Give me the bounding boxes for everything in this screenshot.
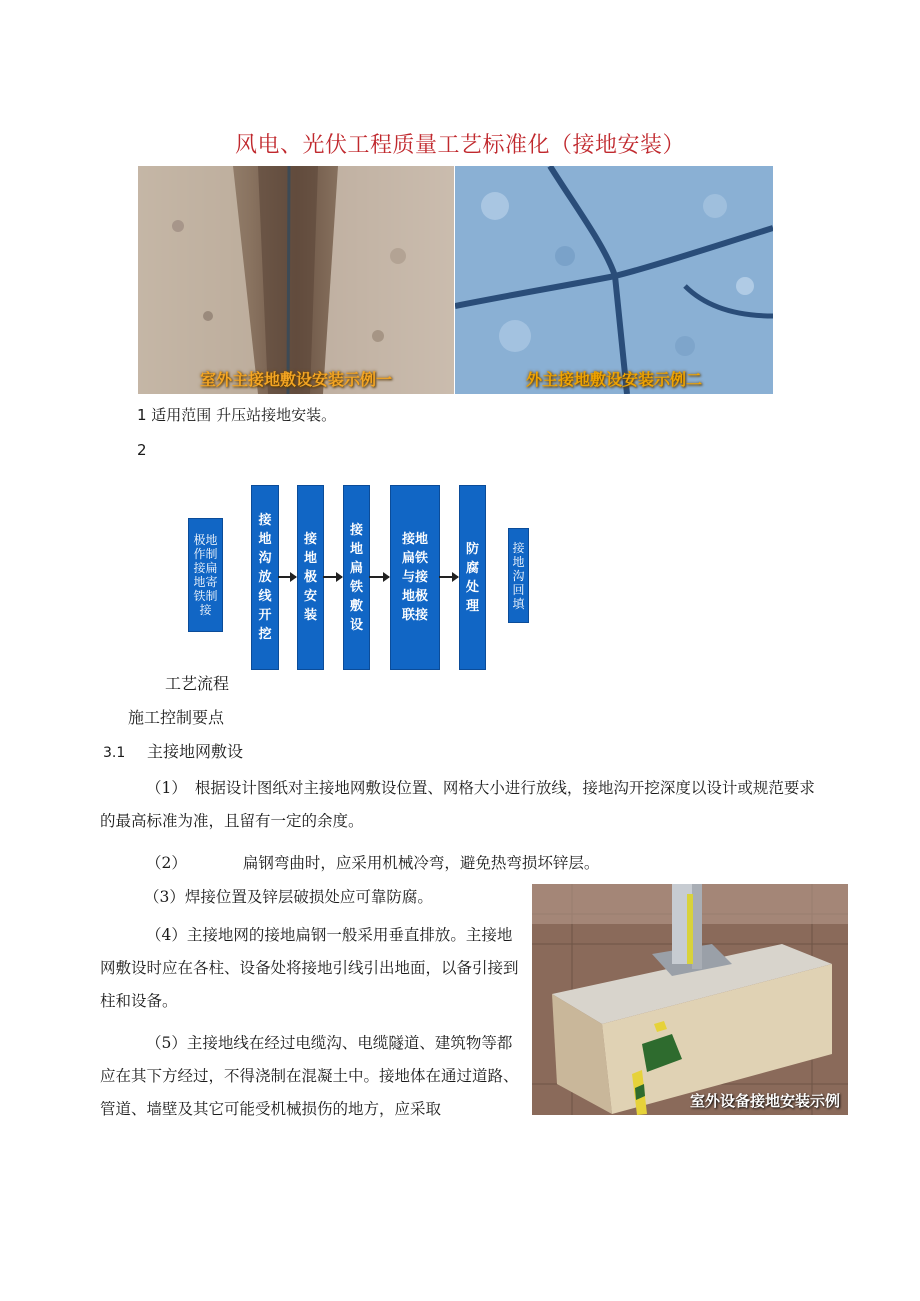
flow-arrow-3 <box>369 576 389 578</box>
flow-left-box: 极地作制接扁地寄铁制接 <box>188 518 223 632</box>
flow-step-2: 接地极安装 <box>297 485 324 670</box>
item-1 <box>100 772 820 838</box>
item-1-text: 根据设计图纸对主接地网敷设位置、网格大小进行放线，接地沟开挖深度以设计或规范要求的最高标准为准，且留有一定的余度。 <box>100 779 815 830</box>
section-2-number: 2 <box>137 441 147 459</box>
equipment-photo <box>532 884 848 1115</box>
flow-arrow-1 <box>278 576 296 578</box>
equipment-photo-caption: 室外设备接地安装示例 <box>689 1092 840 1110</box>
flow-step-1: 接地沟放线开挖 <box>251 485 279 670</box>
section-3-title: 施工控制要点 <box>128 708 225 727</box>
flow-arrow-4 <box>439 576 458 578</box>
item-2-number: （2） <box>146 854 187 872</box>
flow-label: 工艺流程 <box>165 674 230 693</box>
subsection-3-1-title: 主接地网敷设 <box>147 742 244 761</box>
subsection-3-1-number: 3.1 <box>103 745 126 761</box>
flow-step-3: 接地扁铁敷设 <box>343 485 370 670</box>
item-1-number: （1） <box>146 779 187 797</box>
flow-right-box: 接地沟回填 <box>508 528 529 623</box>
section-1-scope: 1 适用范围 升压站接地安装。 <box>137 406 337 424</box>
trench-photo-caption: 室外主接地敷设安装示例一 <box>199 370 392 389</box>
flow-step-4: 接地扁铁与接地极联接 <box>390 485 440 670</box>
item-2-text: 扁钢弯曲时，应采用机械冷弯，避免热弯损坏锌层。 <box>242 854 600 872</box>
item-5: （5）主接地线在经过电缆沟、电缆隧道、建筑物等都应在其下方经过，不得浇制在混凝土中。接地体在通过道路、管道、墙壁及其它可能受机械损伤的地方，应采取 <box>100 1034 519 1118</box>
flow-arrow-2 <box>323 576 342 578</box>
flow-step-5: 防腐处理 <box>459 485 486 670</box>
page-title: 风电、光伏工程质量工艺标准化（接地安装） <box>234 133 685 158</box>
item-2 <box>146 847 826 880</box>
item-4: （4）主接地网的接地扁钢一般采用垂直排放。主接地网敷设时应在各柱、设备处将接地引线引出地面，以备引接到柱和设备。 <box>100 926 519 1010</box>
trench-photo <box>138 166 454 394</box>
item-3: （3）焊接位置及锌层破损处应可靠防腐。 <box>144 888 433 906</box>
grid-photo <box>455 166 773 394</box>
grid-photo-caption: 外主接地敷设安装示例二 <box>525 370 702 389</box>
